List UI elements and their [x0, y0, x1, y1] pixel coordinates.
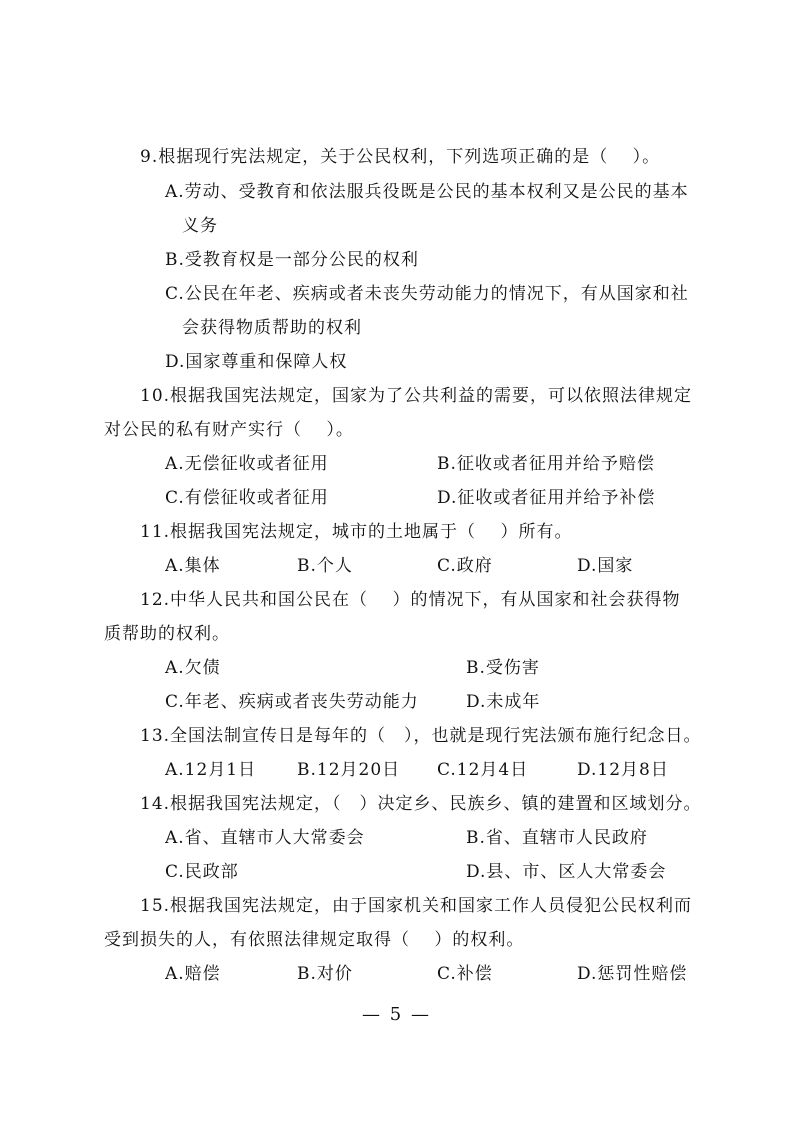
question-14-stem: 14.根据我国宪法规定，（ ）决定乡、民族乡、镇的建置和区域划分。 — [140, 794, 702, 814]
question-13-option-b: B.12月20日 — [297, 760, 401, 780]
question-11-option-b: B.个人 — [297, 556, 353, 576]
question-15-stem-cont: 受到损失的人，有依照法律规定取得（ ）的权利。 — [104, 930, 525, 950]
question-12-option-a: A.欠债 — [165, 658, 221, 678]
question-15-stem: 15.根据我国宪法规定，由于国家机关和国家工作人员侵犯公民权利而 — [140, 896, 693, 916]
question-9-option-c: C.公民在年老、疾病或者未丧失劳动能力的情况下，有从国家和社 — [165, 284, 689, 304]
question-14-option-d: D.县、市、区人大常委会 — [466, 862, 667, 882]
question-15-option-a: A.赔偿 — [165, 964, 221, 984]
question-10-option-a: A.无偿征收或者征用 — [165, 454, 329, 474]
question-9-option-b: B.受教育权是一部分公民的权利 — [165, 250, 419, 270]
question-12-option-c: C.年老、疾病或者丧失劳动能力 — [165, 692, 419, 712]
question-13-stem: 13.全国法制宣传日是每年的（ ），也就是现行宪法颁布施行纪念日。 — [140, 726, 702, 746]
question-11-option-c: C.政府 — [437, 556, 493, 576]
question-10-stem: 10.根据我国宪法规定，国家为了公共利益的需要，可以依照法律规定 — [140, 386, 693, 406]
question-15-option-c: C.补偿 — [437, 964, 493, 984]
question-12-stem: 12.中华人民共和国公民在（ ）的情况下，有从国家和社会获得物 — [140, 590, 681, 610]
question-9-option-a: A.劳动、受教育和依法服兵役既是公民的基本权利又是公民的基本 — [165, 182, 689, 202]
question-9-option-c-cont: 会获得物质帮助的权利 — [182, 318, 362, 338]
question-9-option-a-cont: 义务 — [182, 216, 218, 236]
question-13-option-d: D.12月8日 — [577, 760, 669, 780]
question-12-stem-cont: 质帮助的权利。 — [104, 624, 230, 644]
question-13-option-a: A.12月1日 — [165, 760, 257, 780]
question-14-option-b: B.省、直辖市人民政府 — [466, 828, 648, 848]
question-11-option-a: A.集体 — [165, 556, 221, 576]
question-9-option-d: D.国家尊重和保障人权 — [165, 352, 348, 372]
question-14-option-c: C.民政部 — [165, 862, 239, 882]
question-13-option-c: C.12月4日 — [437, 760, 529, 780]
question-9-stem: 9.根据现行宪法规定，关于公民权利，下列选项正确的是（ ）。 — [140, 147, 661, 167]
question-11-stem: 11.根据我国宪法规定，城市的土地属于（ ）所有。 — [140, 522, 573, 542]
question-14-option-a: A.省、直辖市人大常委会 — [165, 828, 365, 848]
question-15-option-b: B.对价 — [297, 964, 353, 984]
question-12-option-d: D.未成年 — [466, 692, 541, 712]
question-10-stem-cont: 对公民的私有财产实行（ ）。 — [104, 420, 354, 440]
question-11-option-d: D.国家 — [577, 556, 634, 576]
question-15-option-d: D.惩罚性赔偿 — [577, 964, 688, 984]
question-10-option-c: C.有偿征收或者征用 — [165, 488, 329, 508]
page-number: — 5 — — [362, 1004, 431, 1025]
question-10-option-d: D.征收或者征用并给予补偿 — [437, 488, 656, 508]
question-12-option-b: B.受伤害 — [466, 658, 540, 678]
question-10-option-b: B.征收或者征用并给予赔偿 — [437, 454, 655, 474]
